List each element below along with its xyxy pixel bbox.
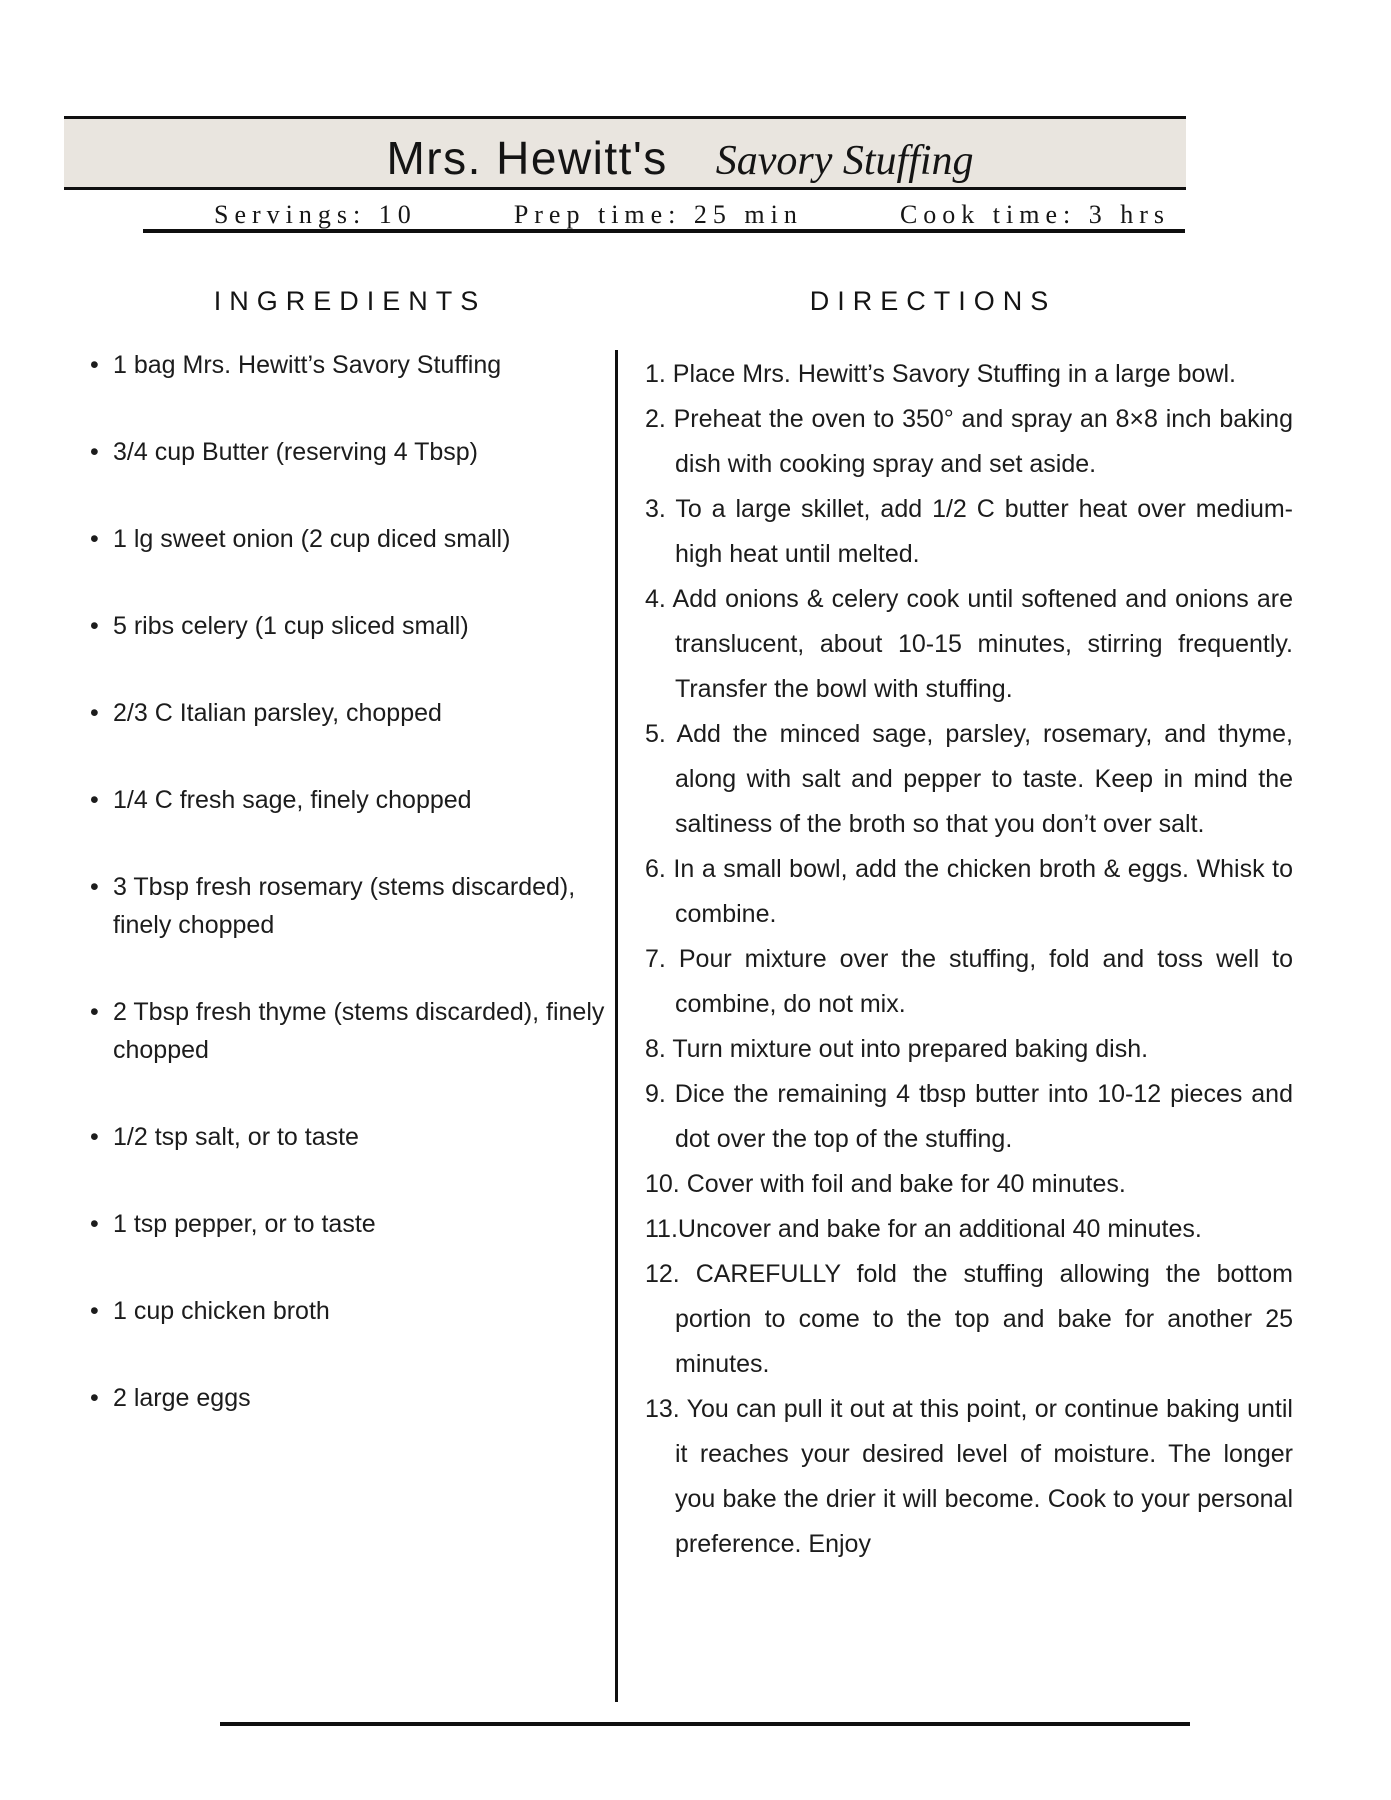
servings-text: Servings: 10 [214,200,417,229]
direction-step: 8. Turn mixture out into prepared baking dish. [645,1035,1149,1063]
ingredient-item: • 2 Tbsp fresh thyme (stems discarded), finely chopped [90,993,612,1069]
recipe-title: Savory Stuffing [715,138,974,184]
direction-step: 10. Cover with foil and bake for 40 minutes. [645,1170,1126,1198]
ingredient-item: • 5 ribs celery (1 cup sliced small) [90,607,612,645]
direction-step: 13. You can pull it out at this point, or continue baking until it reaches your desired level of moisture. The longer you bake the drier it will become. Cook to your personal preference. Enjoy [645,1395,1293,1558]
direction-step: 3. To a large skillet, add 1/2 C butter heat over medium-high heat until melted. [645,495,1293,568]
column-divider [615,350,618,1702]
header-rule [143,229,1185,233]
prep-time-text: Prep time: 25 min [513,200,803,229]
direction-step: 6. In a small bowl, add the chicken broth & eggs. Whisk to combine. [645,855,1293,928]
ingredient-item: • 3 Tbsp fresh rosemary (stems discarded), finely chopped [90,868,612,944]
recipe-header [64,116,1186,190]
ingredients-list [90,346,612,1466]
direction-step: 4. Add onions & celery cook until softened and onions are translucent, about 10-15 minutes, stirring frequently. Transfer the bowl with stuffing. [645,585,1293,703]
direction-step: 7. Pour mixture over the stuffing, fold and toss well to combine, do not mix. [645,945,1293,1018]
direction-step: 2. Preheat the oven to 350° and spray an 8×8 inch baking dish with cooking spray and set aside. [645,405,1293,478]
brand-title: Mrs. Hewitt's [386,132,668,184]
direction-step: 1. Place Mrs. Hewitt’s Savory Stuffing in a large bowl. [645,360,1237,388]
recipe-meta [214,200,1170,230]
ingredient-item: • 1/2 tsp salt, or to taste [90,1118,612,1156]
directions-heading: DIRECTIONS [809,286,1057,316]
cook-time-text: Cook time: 3 hrs [899,200,1170,229]
direction-step: 9. Dice the remaining 4 tbsp butter into 10-12 pieces and dot over the top of the stuffing. [645,1080,1293,1153]
ingredient-item: • 1/4 C fresh sage, finely chopped [90,781,612,819]
ingredient-item: • 1 bag Mrs. Hewitt’s Savory Stuffing [90,346,612,384]
ingredient-item: • 1 lg sweet onion (2 cup diced small) [90,520,612,558]
ingredients-heading: INGREDIENTS [213,286,487,316]
directions-list [645,352,1293,1567]
direction-step: 11.Uncover and bake for an additional 40 minutes. [645,1215,1202,1243]
ingredient-item: • 2/3 C Italian parsley, chopped [90,694,612,732]
ingredient-item: • 3/4 cup Butter (reserving 4 Tbsp) [90,433,612,471]
footer-rule [220,1722,1190,1726]
ingredient-item: • 1 tsp pepper, or to taste [90,1205,612,1243]
direction-step: 5. Add the minced sage, parsley, rosemary, and thyme, along with salt and pepper to taste. Keep in mind the saltiness of the broth so that you don’t over salt. [645,720,1293,838]
ingredient-item: • 2 large eggs [90,1379,612,1417]
ingredient-item: • 1 cup chicken broth [90,1292,612,1330]
direction-step: 12. CAREFULLY fold the stuffing allowing the bottom portion to come to the top and bake for another 25 minutes. [645,1260,1293,1378]
